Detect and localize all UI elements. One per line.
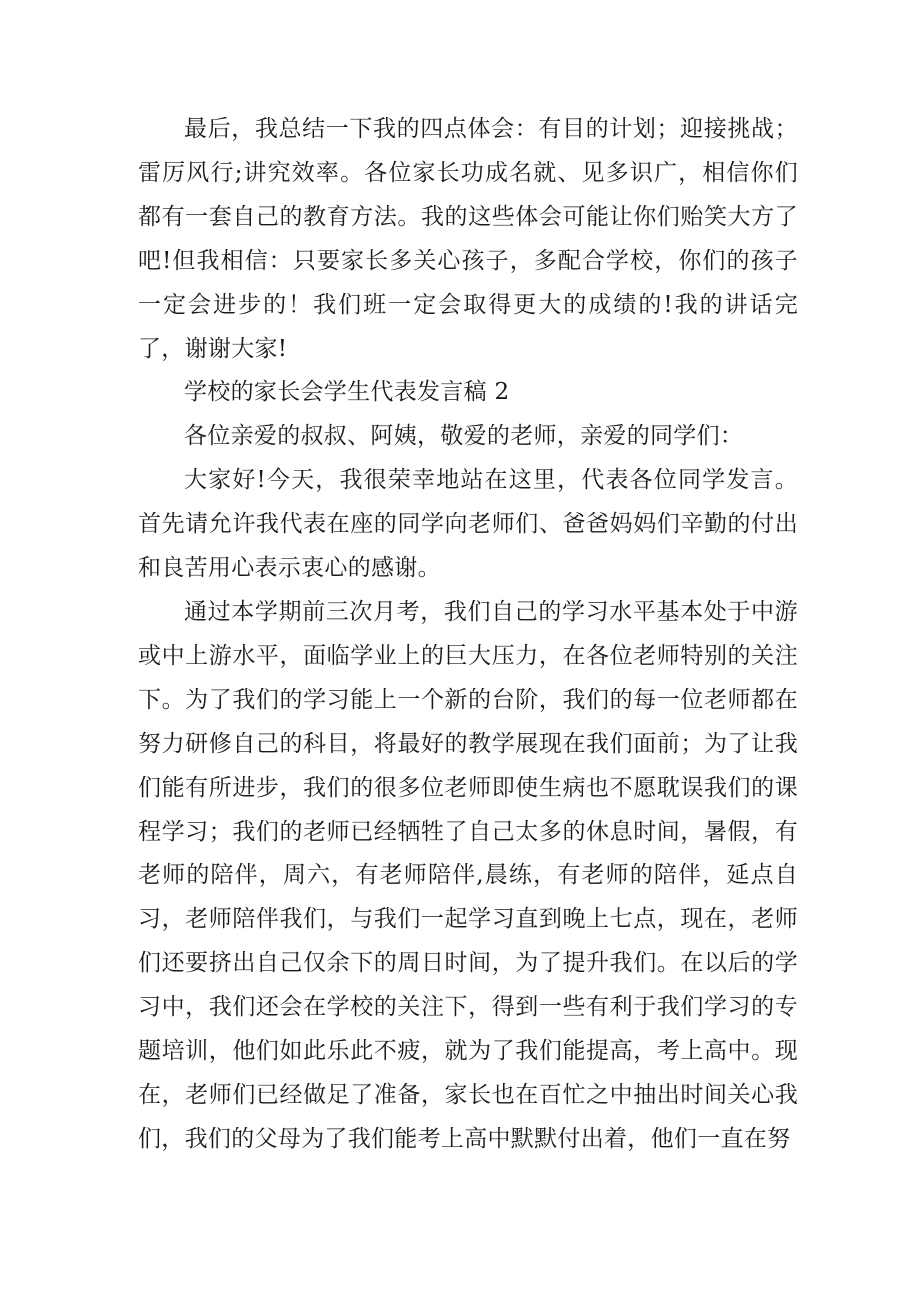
closing-paragraph: 最后，我总结一下我的四点体会：有目的计划；迎接挑战；雷厉风行;讲究效率。各位家长功成名就、见多识广，相信你们都有一套自己的教育方法。我的这些体会可能让你们贻笑大方了吧!但我相信：只要家长多关心孩子，多配合学校，你们的孩子一定会进步的！我们班一定会取得更大的成绩的!我的讲话完了，谢谢大家! xyxy=(138,116,798,362)
salutation: 各位亲爱的叔叔、阿姨，敬爱的老师，亲爱的同学们： xyxy=(184,423,744,450)
greeting-paragraph: 大家好!今天，我很荣幸地站在这里，代表各位同学发言。首先请允许我代表在座的同学向老师们、爸爸妈妈们辛勤的付出和良苦用心表示衷心的感谢。 xyxy=(138,467,798,582)
section-title: 学校的家长会学生代表发言稿 2 xyxy=(184,379,510,406)
document-body xyxy=(138,108,798,1162)
body-paragraph: 通过本学期前三次月考，我们自己的学习水平基本处于中游或中上游水平，面临学业上的巨大压力，在各位老师特别的关注下。为了我们的学习能上一个新的台阶，我们的每一位老师都在努力研修自己的科目，将最好的教学展现在我们面前；为了让我们能有所进步，我们的很多位老师即使生病也不愿耽误我们的课程学习；我们的老师已经牺牲了自己太多的休息时间，暑假，有老师的陪伴，周六，有老师陪伴,晨练，有老师的陪伴，延点自习，老师陪伴我们，与我们一起学习直到晚上七点，现在，老师们还要挤出自己仅余下的周日时间，为了提升我们。在以后的学习中，我们还会在学校的关注下，得到一些有利于我们学习的专题培训，他们如此乐此不疲，就为了我们能提高，考上高中。现在，老师们已经做足了准备，家长也在百忙之中抽出时间关心我们，我们的父母为了我们能考上高中默默付出着，他们一直在努 xyxy=(138,598,798,1152)
